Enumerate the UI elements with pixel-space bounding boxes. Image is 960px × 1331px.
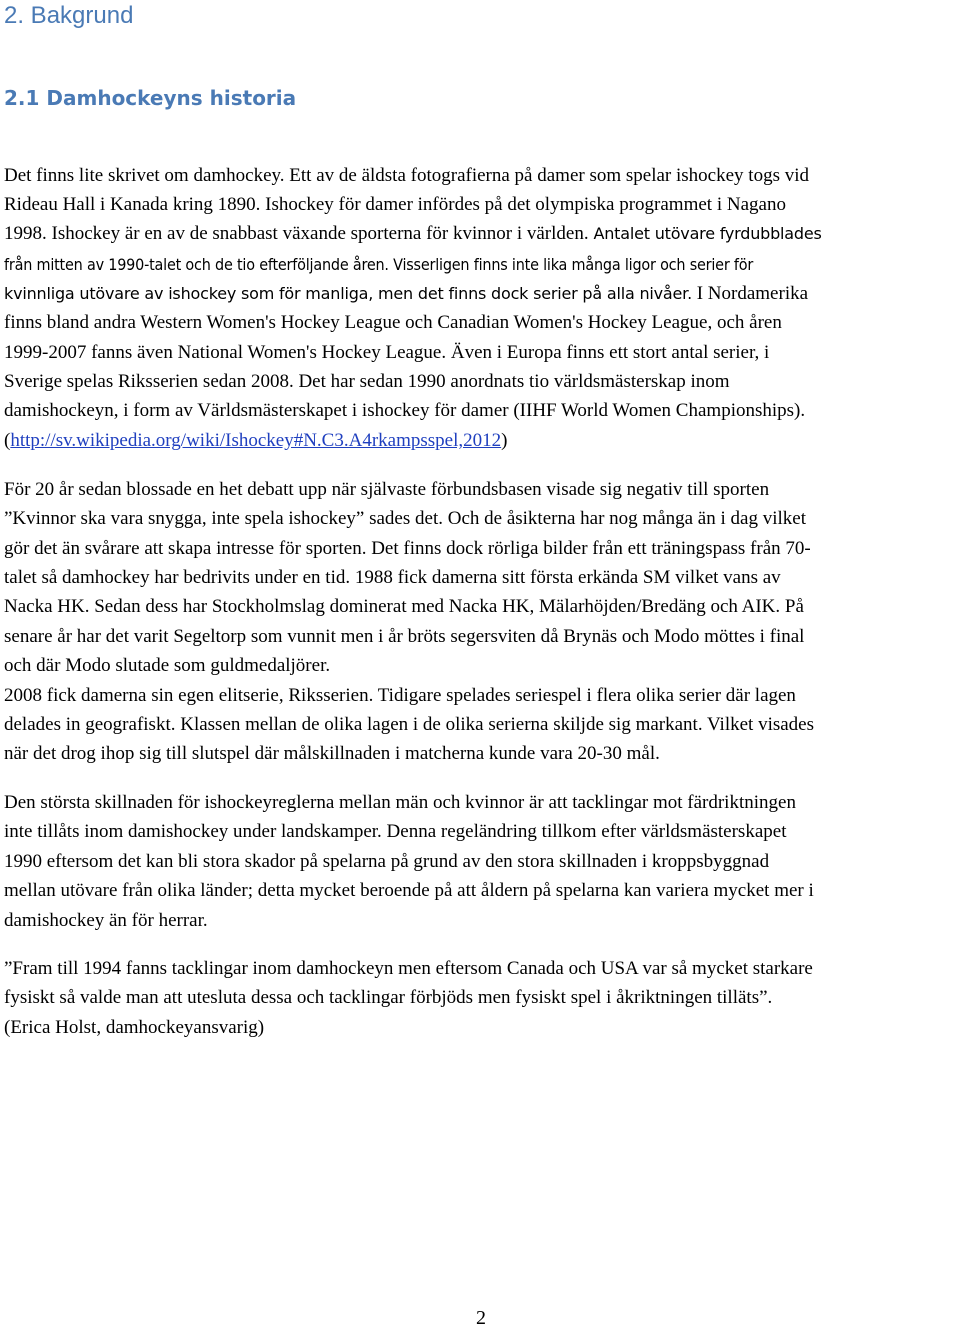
text-line: För 20 år sedan blossade en het debatt upp när självaste förbundsbasen visade sig negativ till sporten [4,479,770,500]
text-line: talet så damhockey har bedrivits under en tid. 1988 fick damerna sitt första erkända SM vilket vans av [4,567,781,588]
text-line [4,506,806,532]
section-heading: 2. Bakgrund [4,2,134,29]
text-span: Visserligen finns inte lika många ligor och serier för [388,255,754,274]
text-line [4,428,507,454]
text-span: 1998. Ishockey är en av de snabbast växande sporterna för kvinnor i världen. [4,223,589,244]
text-line: finns bland andra Western Women's Hockey League och Canadian Women's Hockey League, och åren [4,312,782,333]
text-line [4,281,808,307]
text-span: Och de åsikterna har nog många än i dag vilket [442,508,806,529]
text-line: Rideau Hall i Kanada kring 1890. Ishockey för damer infördes på det olympiska programmet i Nagano [4,194,786,215]
text-line: när det drog ihop sig till slutspel där målskillnaden i matcherna kunde vara 20-30 mål. [4,743,660,764]
text-line [4,252,753,278]
page-number: 2 [476,1307,486,1329]
text-line: fysiskt så valde man att utesluta dessa och tacklingar förbjöds men fysiskt spel i åkriktningen tilläts”. [4,987,773,1008]
text-line: delades in geografiskt. Klassen mellan de olika lagen i de olika serierna skiljde sig markant. Vilket visades [4,714,815,735]
text-span: I Nordamerika [691,283,809,304]
text-span: ”Kvinnor ska vara snygga, inte spela ishockey” sades det. [4,508,443,529]
text-line: damishockeyn, i form av Världsmästerskapet i ishockey för damer (IIHF World Women Championships). [4,400,806,421]
text-span: från mitten av 1990-talet och de tio efterföljande åren. [4,255,389,274]
text-line: Nacka HK. Sedan dess har Stockholmslag dominerat med Nacka HK, Mälarhöjden/Bredäng och AIK. På [4,596,804,617]
text-line: mellan utövare från olika länder; detta mycket beroende på att åldern på spelarna kan variera mycket mer i [4,880,814,901]
text-line: Den största skillnaden för ishockeyreglerna mellan män och kvinnor är att tacklingar mot färdriktningen [4,792,796,813]
text-line [4,221,822,247]
text-line: Sverige spelas Riksserien sedan 2008. Det har sedan 1990 anordnats tio världsmästerskap inom [4,371,730,392]
text-line: och där Modo slutade som guldmedaljörer. [4,655,331,676]
text-span: ( [4,430,11,451]
subsection-heading: 2.1 Damhockeyns historia [4,86,297,110]
text-line: (Erica Holst, damhockeyansvarig) [4,1017,265,1038]
wikipedia-link[interactable]: http://sv.wikipedia.org/wiki/Ishockey#N.C3.A4rkampsspel,2012 [10,430,502,451]
text-span: Antalet utövare fyrdubblades [588,224,822,243]
text-span: ) [501,430,508,451]
text-line: damishockey än för herrar. [4,910,208,931]
text-line: inte tillåts inom damishockey under landskamper. Denna regeländring tillkom efter världsmästerskapet [4,821,787,842]
text-line: 1999-2007 fanns även National Women's Hockey League. Även i Europa finns ett stort antal serier, i [4,342,770,363]
text-line: Det finns lite skrivet om damhockey. Ett av de äldsta fotografierna på damer som spelar ishockey togs vid [4,165,809,186]
text-line: 2008 fick damerna sin egen elitserie, Riksserien. Tidigare spelades seriespel i flera olika serier där lagen [4,685,796,706]
text-line: senare år har det varit Segeltorp som vunnit men i år bröts segersviten då Brynäs och Modo möttes i final [4,626,805,647]
text-line: gör det än svårare att skapa intresse för sporten. Det finns dock rörliga bilder från ett träningspass från 70- [4,538,811,559]
text-span: kvinnliga utövare av ishockey som för manliga, men det finns dock serier på alla nivåer. [4,284,692,303]
text-line: 1990 eftersom det kan bli stora skador på spelarna på grund av den stora skillnaden i kroppsbyggnad [4,851,770,872]
text-line: ”Fram till 1994 fanns tacklingar inom damhockeyn men eftersom Canada och USA var så mycket starkare [4,958,813,979]
